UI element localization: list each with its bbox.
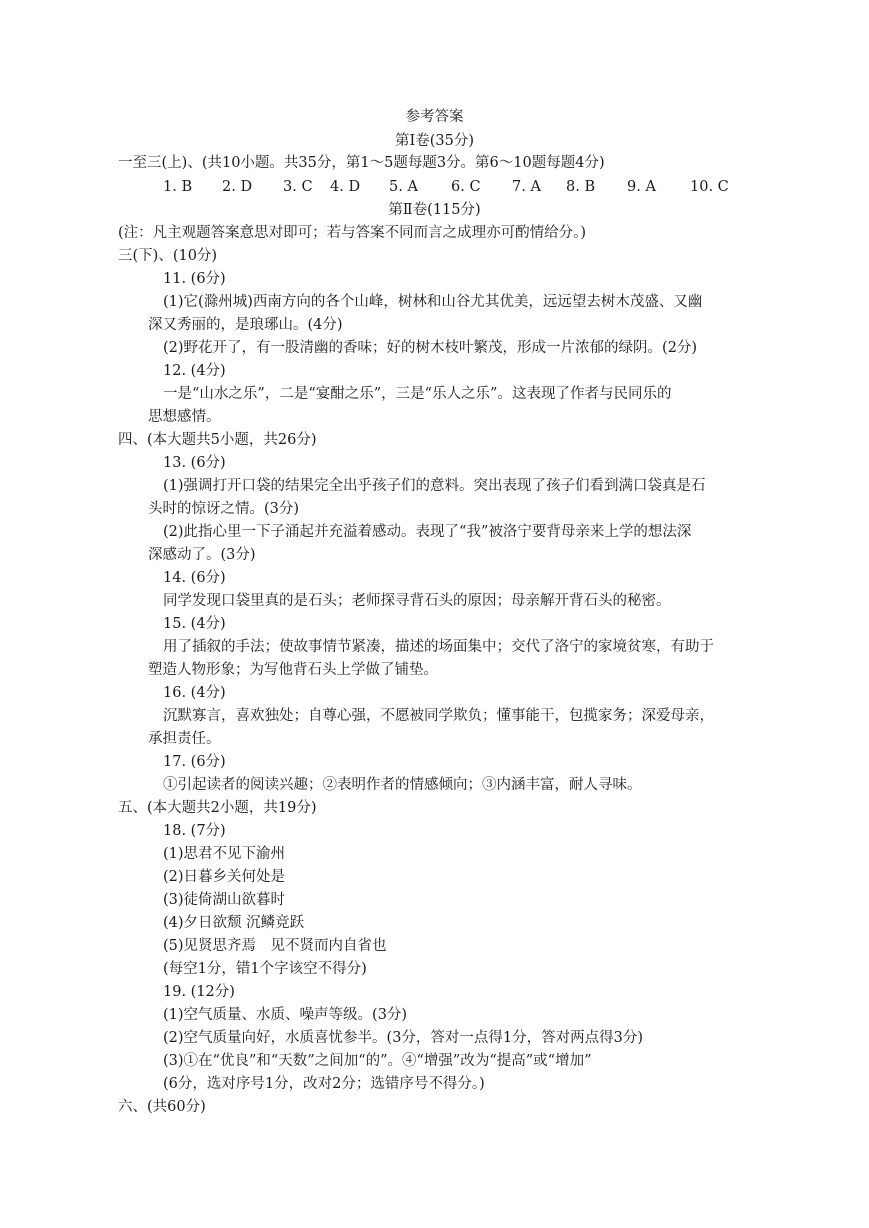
answer-line: 一是“山水之乐”，二是“宴酣之乐”，三是“乐人之乐”。这表现了作者与民同乐的 [163, 386, 672, 402]
question-number: 11. (6分) [163, 271, 226, 287]
choice-answer: 5. A [389, 179, 418, 195]
choice-answer: 10. C [690, 179, 729, 195]
answer-line: 思想感情。 [148, 409, 221, 425]
answer-line: 同学发现口袋里真的是石头；老师探寻背石头的原因；母亲解开背石头的秘密。 [163, 593, 671, 609]
answer-line: (3)徒倚湖山欲暮时 [163, 892, 286, 908]
question-number: 15. (4分) [163, 616, 226, 632]
answer-line: (3)①在“优良”和“天数”之间加“的”。④“增强”改为“提高”或“增加” [163, 1053, 592, 1069]
section-heading: 三(下)、(10分) [118, 248, 218, 264]
choice-answer: 9. A [627, 179, 656, 195]
answer-line: (2)空气质量向好，水质喜忧参半。(3分，答对一点得1分，答对两点得3分) [163, 1030, 644, 1046]
choice-answer: 6. C [451, 179, 481, 195]
answer-line: 塑造人物形象；为写他背石头上学做了铺垫。 [148, 662, 438, 678]
question-number: 17. (6分) [163, 754, 226, 770]
answer-line: 深感动了。(3分) [148, 547, 256, 563]
question-number: 18. (7分) [163, 823, 226, 839]
answer-line: (2)日暮乡关何处是 [163, 869, 286, 885]
choice-answer: 4. D [330, 179, 361, 195]
answer-line: (4)夕日欲颓 沉鳞竞跃 [163, 915, 305, 931]
section-heading: 五、(本大题共2小题，共19分) [118, 800, 317, 816]
choice-answer: 1. B [163, 179, 193, 195]
answer-line: (1)它(滁州城)西南方向的各个山峰，树林和山谷尤其优美，远远望去树木茂盛、又幽 [163, 294, 703, 310]
question-number: 12. (4分) [163, 363, 226, 379]
question-number: 16. (4分) [163, 685, 226, 701]
answer-line: 头时的惊讶之情。(3分) [148, 501, 300, 517]
part1-heading: 第Ⅰ卷(35分) [395, 133, 474, 149]
page-title: 参考答案 [405, 109, 464, 125]
answer-line: 承担责任。 [148, 731, 221, 747]
answer-line: ①引起读者的阅读兴趣；②表明作者的情感倾向；③内涵丰富，耐人寻味。 [163, 777, 642, 793]
answer-line: (2)此指心里一下子涌起并充溢着感动。表现了“我”被洛宁要背母亲来上学的想法深 [163, 524, 692, 540]
answer-line: (1)强调打开口袋的结果完全出乎孩子们的意料。突出表现了孩子们看到满口袋真是石 [163, 478, 706, 494]
answer-line: (5)见贤思齐焉 见不贤而内自省也 [163, 938, 387, 954]
part1-intro: 一至三(上)、(共10小题。共35分，第1～5题每题3分。第6～10题每题4分) [118, 155, 605, 171]
choice-answer: 7. A [512, 179, 541, 195]
answer-line: 用了插叙的手法；使故事情节紧凑，描述的场面集中；交代了洛宁的家境贫寒，有助于 [163, 639, 714, 655]
answer-line: 沉默寡言，喜欢独处；自尊心强，不愿被同学欺负；懂事能干，包揽家务；深爱母亲， [163, 708, 714, 724]
scoring-note: (每空1分，错1个字该空不得分) [163, 961, 367, 977]
question-number: 13. (6分) [163, 455, 226, 471]
question-number: 14. (6分) [163, 570, 226, 586]
section-heading: 四、(本大题共5小题，共26分) [118, 432, 317, 448]
question-number: 19. (12分) [163, 984, 235, 1000]
answer-line: (1)思君不见下渝州 [163, 846, 286, 862]
answer-line: (2)野花开了，有一股清幽的香味；好的树木枝叶繁茂，形成一片浓郁的绿阴。(2分) [163, 340, 698, 356]
grading-note: (注：凡主观题答案意思对即可；若与答案不同而言之成理亦可酌情给分。) [118, 225, 587, 241]
choice-answer: 2. D [222, 179, 253, 195]
section-heading: 六、(共60分) [118, 1099, 206, 1115]
part2-heading: 第Ⅱ卷(115分) [388, 202, 481, 218]
choice-answer: 8. B [566, 179, 596, 195]
scoring-note: (6分，选对序号1分，改对2分；选错序号不得分。) [163, 1076, 485, 1092]
answer-line: (1)空气质量、水质、噪声等级。(3分) [163, 1007, 408, 1023]
choice-answer: 3. C [283, 179, 313, 195]
answer-line: 深又秀丽的，是琅琊山。(4分) [148, 317, 343, 333]
